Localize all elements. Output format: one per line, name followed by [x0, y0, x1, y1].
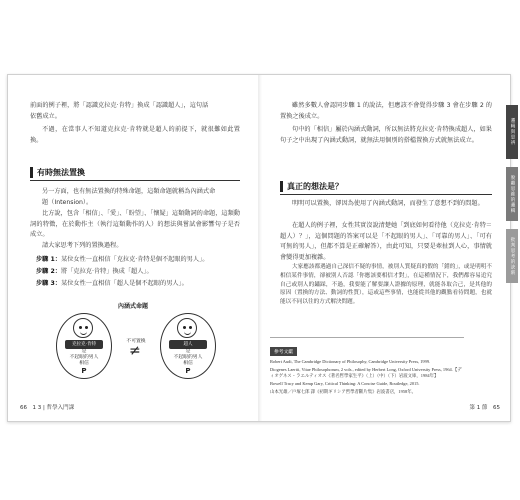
left-paragraph-1: [30, 101, 240, 122]
references-heading: 參考文獻: [270, 347, 297, 356]
left-paragraph-5: 請大家思考下列的置換過程。: [42, 242, 123, 249]
reference-3: Bowell Tracy and Kemp Gary, Critical Thinking: A Concise Guide, Routledge, 2015.: [270, 381, 420, 386]
left-paragraph-3-line-2: 題（Intension）。: [42, 198, 93, 206]
not-equal-symbol: ≠: [129, 343, 141, 359]
left-paragraph-3-line-1: 另一方面，也有無法置換的特殊命題，這類命題就稱為內涵式命: [42, 188, 216, 195]
superman-face-icon: [177, 318, 197, 338]
right-paragraph-3: 明明可以置換，卻因為使用了內涵式動詞，而發生了意想不到的問題。: [292, 200, 484, 207]
right-oval-p: P: [185, 367, 191, 375]
right-oval-tag: 超人: [169, 340, 207, 349]
left-oval-tag: 克拉克‧肯特: [65, 340, 103, 349]
book-spread: [7, 74, 515, 422]
left-paragraph-4: 比方說，包含「相信」、「愛」、「盼望」、「懷疑」這類動詞的命題，這類動詞的特徵，在於動作主（執行這類動作的人）的想法與嘗試會影響句子是否成立。: [30, 210, 240, 238]
section-heading-left: [30, 165, 240, 179]
left-paragraph-3: [30, 187, 240, 208]
clark-face-icon: [73, 318, 93, 338]
right-oval-line-1: 是: [185, 349, 191, 354]
heading-text: 有時無法置換: [37, 167, 85, 177]
reference-4: 山本光雄／戶塚七郎 譯《初期ギリシア哲學者斷片集》岩波書店，1958年。: [270, 389, 416, 394]
step-3-text: 某位女性一直相信「超人是個不起眼的男人」。: [61, 280, 188, 287]
step-3: [36, 279, 242, 289]
left-oval-clark-kent: [56, 313, 112, 379]
right-paragraph-5: 大家應該都遇過自己深信不疑的事情，被別人質疑真的假的「錯的」，或是明明不相信某件事情，卻被別人否認「你應該要相信才對」，在這種情況下，我們都容易追究自己或別人的鏽踩，不過，我要能了解要讓人證據的原理，就能各取合己，是其他的原因（置換的方法、動詞的性質），這或這些事情，也能從其他的觀點看待問題，也就能以不同以往的方式解決問題。: [280, 264, 492, 306]
step-1: [36, 255, 242, 265]
heading-bar: [280, 181, 283, 192]
heading-rule: [280, 194, 492, 195]
right-paragraph-4: 在超人的例子裡，女性其實沒說清楚她「到底如何看待他（克拉克‧肯特＝超人）？」，這個問題的答案可以是「不起眼的男人」、「可靠的男人」、「可有可無的男人」，但都不算是正確解答），由此可知，只要是牽扯到人心，事情就會變得更加複雜。: [280, 222, 492, 261]
left-page: [8, 75, 260, 421]
reference-1: Robert Audi, The Cambridge Dictionary of Philosophy, Cambridge University Press, 1999.: [270, 359, 431, 364]
left-folio: 66 1 3 | 哲學入門課: [20, 405, 75, 411]
left-oval-line-2: 不起眼的男人: [69, 355, 99, 360]
step-3-label: 步驟 3：: [36, 280, 62, 287]
left-paragraph-1-line-2: 依舊成立。: [30, 112, 61, 120]
right-paragraph-1: 雖然多數人會認同步驟 1 的說法，但應該不會覺得步驟 3 會在步驟 2 的置換之後成立。: [280, 102, 492, 120]
step-1-text: 某位女性一直相信「克拉克‧肯特是個不起眼的男人」。: [61, 256, 209, 263]
heading-rule: [30, 180, 240, 181]
step-2-text: 將「克拉克‧肯特」換成「超人」。: [61, 268, 153, 275]
heading-bar: [30, 167, 33, 178]
step-2-label: 步驟 2：: [36, 268, 62, 275]
right-oval-line-3: 相信: [183, 361, 193, 366]
step-1-label: 步驟 1：: [36, 256, 62, 263]
left-paragraph-2: 不過，在當事人不知道克拉克‧肯特就是超人的前提下，就很難如此置換。: [30, 126, 240, 144]
left-paragraph-1-line-1: 前面的例子裡，將「認識克拉克‧肯特」換成「認識超人」，這句話: [30, 102, 209, 109]
right-page: [260, 75, 515, 421]
chapter-tab-3: 批判思考的訣竅: [506, 229, 518, 283]
section-heading-right: [280, 179, 492, 193]
chapter-tab-1: 邏輯與思辨: [506, 105, 518, 159]
right-paragraph-2: 句中的「相信」屬於內涵式動詞，所以無法將克拉克‧肯特換成超人，如果句子之中出現了內涵式動詞，就無法用個別的搭檔置換方式就無法成立。: [280, 126, 492, 144]
references-box: [270, 337, 464, 395]
not-replaceable-label: 不可置換: [126, 339, 146, 344]
right-oval-superman: [160, 313, 216, 379]
reference-2: Diogenes Laertii, Vitae Philosophorum, 2 vols., edited by Herbert Long, Oxford University Press, 1964.【ディオゲネス・ラエルティオス《著名哲學家生平》（上）（中）（下）岩波文庫，1984年】: [270, 367, 462, 378]
left-oval-line-3: 相信: [79, 361, 89, 366]
chapter-tab-2: 脫離思維的邏輯: [506, 167, 518, 221]
left-oval-p: P: [81, 367, 87, 375]
heading-text: 真正的想法是？: [287, 181, 343, 191]
step-2: [36, 267, 242, 277]
right-oval-line-2: 不起眼的男人: [173, 355, 203, 360]
diagram-title: 內涵式命題: [118, 303, 149, 310]
right-folio: 第 1 節 65: [469, 405, 500, 411]
left-oval-line-1: 是: [81, 349, 87, 354]
